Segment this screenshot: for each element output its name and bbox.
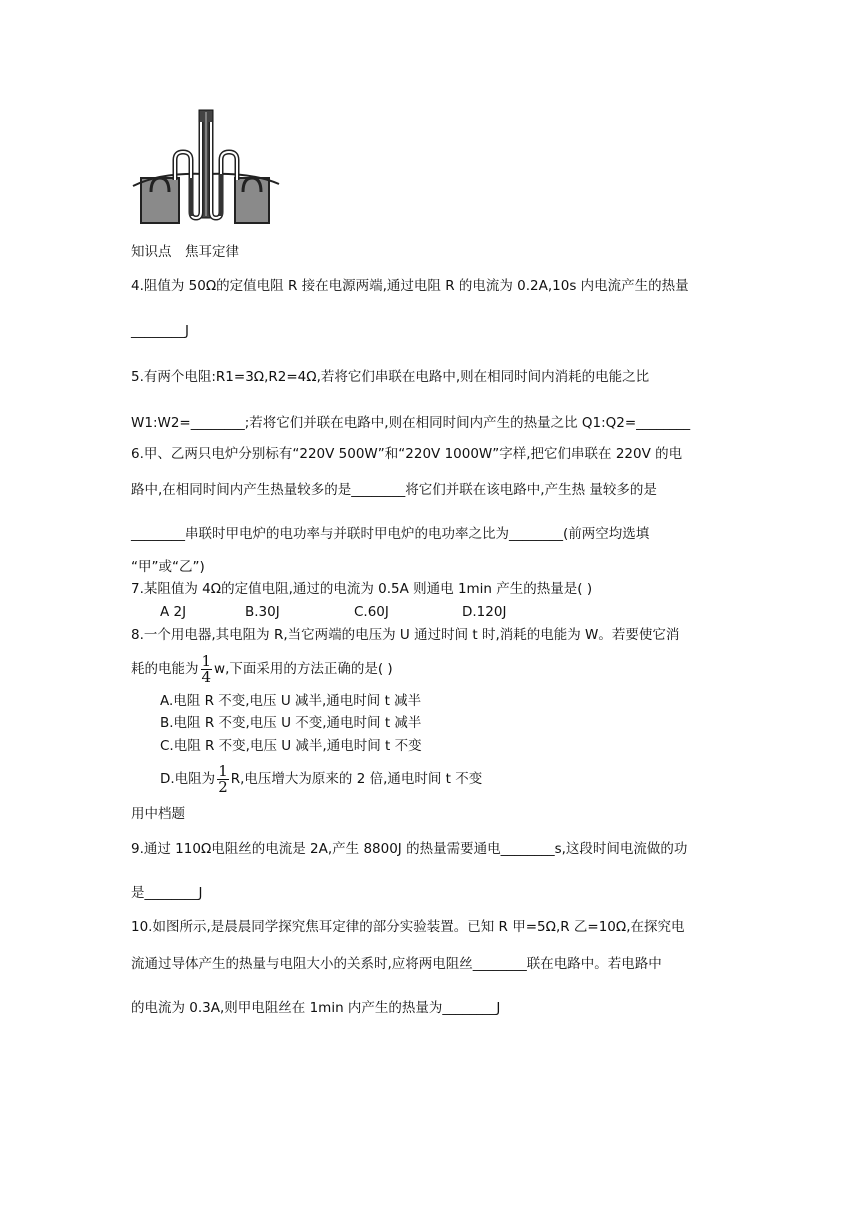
fraction-one-quarter — [201, 651, 213, 686]
question-7-option-c: C.60J — [354, 604, 389, 620]
subsection-title: 用中档题 — [131, 806, 185, 822]
fraction-one-half — [217, 761, 229, 796]
fraction-numerator: 1 — [218, 761, 228, 780]
question-8-option-d-prefix: D.电阻为 — [160, 771, 216, 787]
question-8-line-2-prefix: 耗的电能为 — [131, 661, 199, 677]
question-8-option-a: A.电阻 R 不变,电压 U 减半,通电时间 t 减半 — [160, 693, 422, 709]
question-5-line-1: 5.有两个电阻:R1=3Ω,R2=4Ω,若将它们串联在电路中,则在相同时间内消耗的电能之比 — [131, 369, 650, 385]
question-6-line-1: 6.甲、乙两只电炉分别标有“220V 500W”和“220V 1000W”字样,把它们串联在 220V 的电 — [131, 446, 683, 462]
question-8-line-2 — [131, 652, 393, 686]
question-7-stem: 7.某阻值为 4Ω的定值电阻,通过的电流为 0.5A 则通电 1min 产生的热量是( ) — [131, 581, 593, 597]
question-5-line-2: W1:W2=________;若将它们并联在电路中,则在相同时间内产生的热量之比 Q1:Q2=________ — [131, 415, 691, 431]
question-7-option-b: B.30J — [245, 604, 280, 620]
question-10-line-1: 10.如图所示,是晨晨同学探究焦耳定律的部分实验装置。已知 R 甲=5Ω,R 乙=10Ω,在探究电 — [131, 919, 685, 935]
question-6-line-3: ________串联时甲电炉的电功率与并联时甲电炉的电功率之比为________(前两空均选填 — [131, 526, 650, 542]
question-8-option-c: C.电阻 R 不变,电压 U 减半,通电时间 t 不变 — [160, 738, 422, 754]
joule-apparatus-figure — [131, 108, 281, 226]
question-10-line-2: 流通过导体产生的热量与电阻大小的关系时,应将两电阻丝________联在电路中。若电路中 — [131, 956, 662, 972]
question-9-line-1: 9.通过 110Ω电阻丝的电流是 2A,产生 8800J 的热量需要通电________s,这段时间电流做的功 — [131, 841, 688, 857]
question-4-line-2: ________J — [131, 323, 189, 339]
question-7-option-a: A 2J — [160, 604, 187, 620]
question-8-option-b: B.电阻 R 不变,电压 U 不变,通电时间 t 减半 — [160, 715, 422, 731]
fraction-denominator: 4 — [201, 667, 212, 686]
question-8-line-1: 8.一个用电器,其电阻为 R,当它两端的电压为 U 通过时间 t 时,消耗的电能为 W。若要使它消 — [131, 627, 680, 643]
question-4-line-1: 4.阻值为 50Ω的定值电阻 R 接在电源两端,通过电阻 R 的电流为 0.2A,10s 内电流产生的热量 — [131, 278, 689, 294]
question-6-line-4: “甲”或“乙”) — [131, 559, 205, 575]
question-7-option-d: D.120J — [462, 604, 507, 620]
question-8-line-2-suffix: w,下面采用的方法正确的是( ) — [214, 661, 393, 677]
fraction-numerator: 1 — [201, 651, 212, 670]
fraction-denominator: 2 — [218, 777, 228, 796]
question-6-line-2: 路中,在相同时间内产生热量较多的是________将它们并联在该电路中,产生热 量较多的是 — [131, 482, 657, 498]
question-10-line-3: 的电流为 0.3A,则甲电阻丝在 1min 内产生的热量为________J — [131, 1000, 501, 1016]
section-title: 知识点 焦耳定律 — [131, 244, 239, 260]
question-8-option-d-suffix: R,电压增大为原来的 2 倍,通电时间 t 不变 — [230, 771, 483, 787]
question-8-option-d — [160, 762, 482, 796]
question-9-line-2: 是________J — [131, 885, 203, 901]
